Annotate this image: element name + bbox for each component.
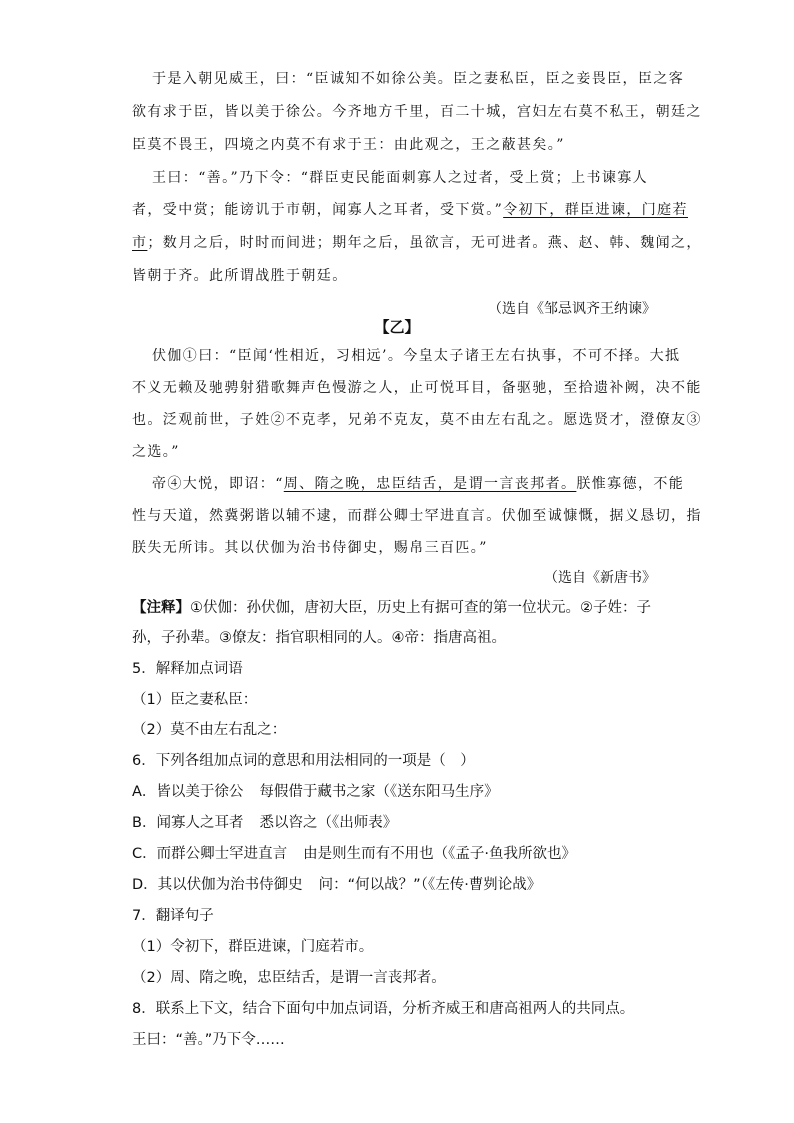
q5-item2: （2）莫不由左右乱之： — [132, 722, 287, 738]
q5-item1: （1）臣之妻私臣： — [132, 692, 258, 708]
yi-p2-line1 — [152, 474, 684, 494]
jia-p2-line2 — [132, 200, 688, 220]
q5-title: 5．解释加点词语 — [132, 661, 243, 677]
yi-source: （选自《新唐书》 — [544, 570, 656, 586]
notes-line2: 孙，子孙辈。③僚友：指官职相同的人。④帝：指唐高祖。 — [132, 630, 506, 646]
yi-p2-line1-text-b: 朕惟寡德，不能 — [576, 476, 685, 492]
yi-p1-line3: 也。泛观前世，子姓②不克孝，兄弟不克友，莫不由左右乱之。愿选贤才，澄僚友③ — [132, 412, 702, 428]
q7-item2: （2）周、隋之晚，忠臣结舌，是谓一言丧邦者。 — [132, 970, 446, 986]
q6-option-d-right: 问：“何以战？”（《左传·曹刿论战》 — [318, 877, 542, 893]
notes-line1 — [132, 598, 651, 618]
yi-p1-line2: 不义无赖及驰骋射猎歌舞声色慢游之人，止可悦耳目，备驱驰，至拾遗补阙，决不能 — [132, 380, 702, 396]
q6-option-c-right: 由是则生而有不用也（《孟子·鱼我所欲也》 — [303, 846, 576, 862]
q6-option-b-left: B．闻寡人之耳者 — [132, 815, 244, 831]
jia-p2-line4: 皆朝于齐。此所谓战胜于朝廷。 — [132, 268, 348, 284]
yi-p2-line1-underlined: 周、隋之晚，忠臣结舌，是谓一言丧邦者。 — [283, 476, 577, 492]
jia-p2-line2-text: 者，受中赏；能谤讥于市朝，闻寡人之耳者，受下赏。” — [132, 202, 504, 218]
jia-p2-line2-underlined: 令初下，群臣进谏，门庭若 — [503, 202, 688, 218]
q7-title: 7．翻译句子 — [132, 908, 214, 924]
q6-option-d-left: D．其以伏伽为治书侍御史 — [132, 877, 303, 893]
notes-label: 【注释】 — [132, 600, 190, 616]
jia-p2-line3 — [132, 233, 702, 253]
q6-option-b — [132, 813, 397, 833]
q8-title: 8．联系上下文，结合下面句中加点词语，分析齐威王和唐高祖两人的共同点。 — [132, 1001, 635, 1017]
q6-option-a — [132, 782, 499, 802]
yi-p2-line2: 性与天道，然冀粥谐以辅不逮，而群公卿士罕进直言。伏伽至诚慷慨，据义恳切，指 — [132, 508, 702, 524]
q6-option-c — [132, 844, 576, 864]
q6-title: 6．下列各组加点词的意思和用法相同的一项是（ ） — [132, 753, 475, 769]
q6-option-a-right: 每假借于藏书之家（《送东阳马生序》 — [259, 784, 499, 800]
q7-item1: （1）令初下，群臣进谏，门庭若市。 — [132, 939, 374, 955]
yi-p2-line1-text-a: 帝④大悦，即诏：“ — [152, 476, 284, 492]
jia-p1-line1: 于是入朝见威王，曰：“臣诚知不如徐公美。臣之妻私臣，臣之妾畏臣，臣之客 — [152, 71, 685, 87]
jia-p2-line3-underlined: 市 — [132, 235, 148, 251]
q8-quote: 王曰：“善。”乃下令…… — [132, 1032, 285, 1048]
q6-option-d — [132, 875, 541, 895]
jia-p2-line1: 王曰：“善。”乃下令：“群臣吏民能面刺寡人之过者，受上赏；上书谏寡人 — [152, 170, 649, 186]
jia-p1-line2: 欲有求于臣，皆以美于徐公。今齐地方千里，百二十城，宫妇左右莫不私王，朝廷之 — [132, 104, 702, 120]
yi-p2-line3: 朕失无所讳。其以伏伽为治书侍御史，赐帛三百匹。” — [132, 540, 488, 556]
jia-source: （选自《邹忌讽齐王纳谏》 — [488, 301, 656, 317]
q6-option-c-left: C．而群公卿士罕进直言 — [132, 846, 288, 862]
yi-heading: 【乙】 — [374, 318, 420, 336]
q6-option-b-right: 悉以咨之（《出师表》 — [259, 815, 398, 831]
yi-p1-line4: 之选。” — [132, 444, 180, 460]
jia-p2-line3-text: ；数月之后，时时而间进；期年之后，虽欲言，无可进者。燕、赵、韩、魏闻之， — [147, 235, 702, 251]
q6-option-a-left: A．皆以美于徐公 — [132, 784, 244, 800]
jia-p1-line3: 臣莫不畏王，四境之内莫不有求于王：由此观之，王之蔽甚矣。” — [132, 137, 565, 153]
notes-text1: ①伏伽：孙伏伽，唐初大臣，历史上有据可查的第一位状元。②子姓：子 — [190, 600, 651, 616]
yi-p1-line1: 伏伽①曰：“臣闻‘性相近，习相远’。今皇太子诸王左右执事，不可不择。大抵 — [152, 348, 681, 364]
